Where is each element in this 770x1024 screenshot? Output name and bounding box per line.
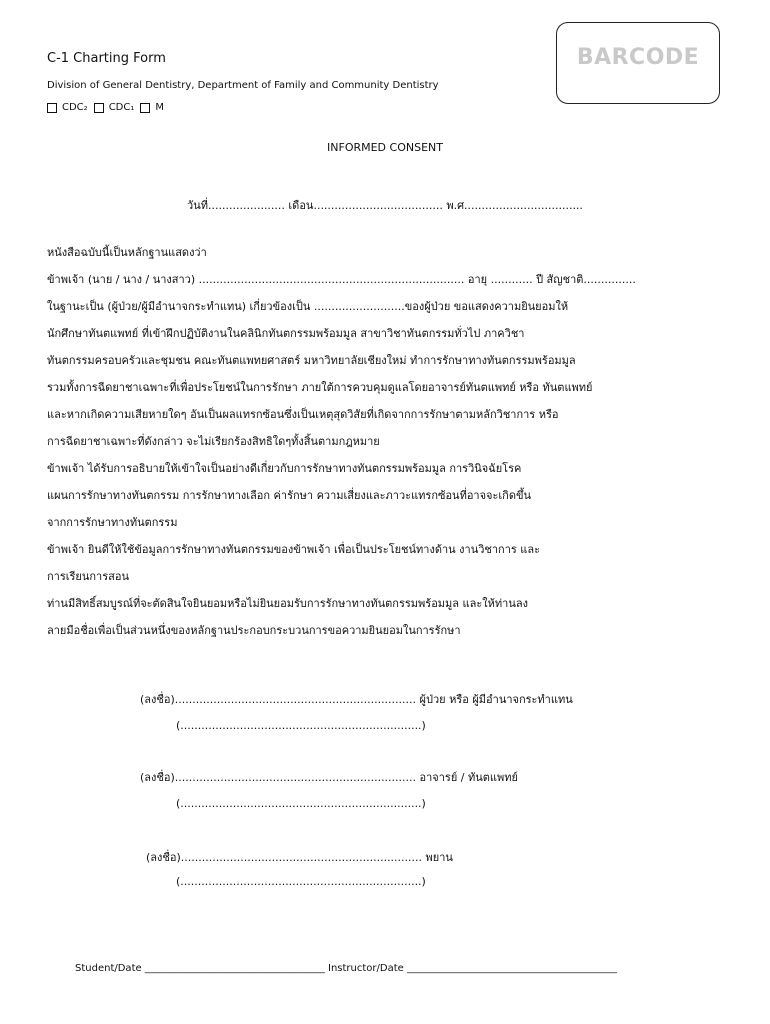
checkbox-label: CDC₁ [108,102,135,113]
body-line: การฉีดยาชาเฉพาะที่ดังกล่าว จะไม่เรียกร้องสิทธิใดๆทั้งสิ้นตามกฎหมาย [47,435,380,448]
program-checkboxes [47,102,166,113]
checkbox-box[interactable] [94,103,104,113]
checkbox-cdc1[interactable] [94,102,135,113]
body-line: แผนการรักษาทางทันตกรรม การรักษาทางเลือก ค่ารักษา ความเสี่ยงและภาวะแทรกซ้อนที่อาจจะเกิดขึ้น [47,489,532,502]
form-title: C-1 Charting Form [47,51,166,66]
body-line: ท่านมีสิทธิ์สมบูรณ์ที่จะตัดสินใจยินยอมหรือไม่ยินยอมรับการรักษาทางทันตกรรมพร้อมมูล และให้ท่านลง [47,597,528,610]
document-heading: INFORMED CONSENT [327,141,443,154]
body-line: ข้าพเจ้า ยินดีให้ใช้ข้อมูลการรักษาทางทันตกรรมของข้าพเจ้า เพื่อเป็นประโยชน์ทางด้าน งานวิชาการ และ [47,543,541,556]
date-line: วันที่...................... เดือน..................................... พ.ศ.................................. [187,199,583,212]
witness-signature-line[interactable]: (ลงชื่อ)..................................................................... พยาน [146,851,453,864]
barcode-box [556,22,720,104]
checkbox-cdc2[interactable] [47,102,88,113]
checkbox-box[interactable] [140,103,150,113]
instructor-signature-line[interactable]: (ลงชื่อ)..................................................................... อาจารย์ / ทันตแพทย์ [140,771,518,784]
checkbox-m[interactable] [140,102,164,113]
body-line: ข้าพเจ้า (นาย / นาง / นางสาว) ............................................................................ อายุ ............ ปี สัญชาติ............... [47,273,636,286]
patient-name-line[interactable]: (.....................................................................) [176,719,426,732]
patient-signature-line[interactable]: (ลงชื่อ)..................................................................... ผู้ป่วย หรือ ผู้มีอำนาจกระทำแทน [140,693,573,706]
division-line: Division of General Dentistry, Department of Family and Community Dentistry [47,80,439,91]
checkbox-box[interactable] [47,103,57,113]
body-line: ในฐานะเป็น (ผู้ป่วย/ผู้มีอำนาจกระทำแทน) เกี่ยวข้องเป็น ..........................ของผู้ป่วย ขอแสดงความยินยอมให้ [47,300,569,313]
body-line: การเรียนการสอน [47,570,129,583]
body-line: จากการรักษาทางทันตกรรม [47,516,178,529]
barcode-label: BARCODE [576,45,700,70]
body-line: รวมทั้งการฉีดยาชาเฉพาะที่เพื่อประโยชน์ในการรักษา ภายใต้การควบคุมดูแลโดยอาจารย์ทันตแพทย์ หรือ ทันตแพทย์ [47,381,593,394]
body-line: และหากเกิดความเสียหายใดๆ อันเป็นผลแทรกซ้อนซึ่งเป็นเหตุสุดวิสัยที่เกิดจากการรักษาตามหลักวิชาการ หรือ [47,408,559,421]
witness-name-line[interactable]: (.....................................................................) [176,875,426,888]
body-line: นักศึกษาทันตแพทย์ ที่เข้าฝึกปฏิบัติงานในคลินิกทันตกรรมพร้อมมูล สาขาวิชาทันตกรรมทั่วไป ภาควิชา [47,327,525,340]
body-line: ลายมือชื่อเพื่อเป็นส่วนหนึ่งของหลักฐานประกอบกระบวนการขอความยินยอมในการรักษา [47,624,461,637]
instructor-name-line[interactable]: (.....................................................................) [176,797,426,810]
checkbox-label: M [155,102,165,113]
body-line: หนังสือฉบับนี้เป็นหลักฐานแสดงว่า [47,246,207,259]
body-line: ทันตกรรมครอบครัวและชุมชน คณะทันตแพทยศาสตร์ มหาวิทยาลัยเชียงใหม่ ทำการรักษาทางทันตกรรมพร้อมมูล [47,354,576,367]
student-instructor-footer[interactable]: Student/Date ____________________________________ Instructor/Date __________________________________________ [75,963,617,974]
checkbox-label: CDC₂ [62,102,88,113]
body-line: ข้าพเจ้า ได้รับการอธิบายให้เข้าใจเป็นอย่างดีเกี่ยวกับการรักษาทางทันตกรรมพร้อมมูล การวินิจฉัยโรค [47,462,522,475]
